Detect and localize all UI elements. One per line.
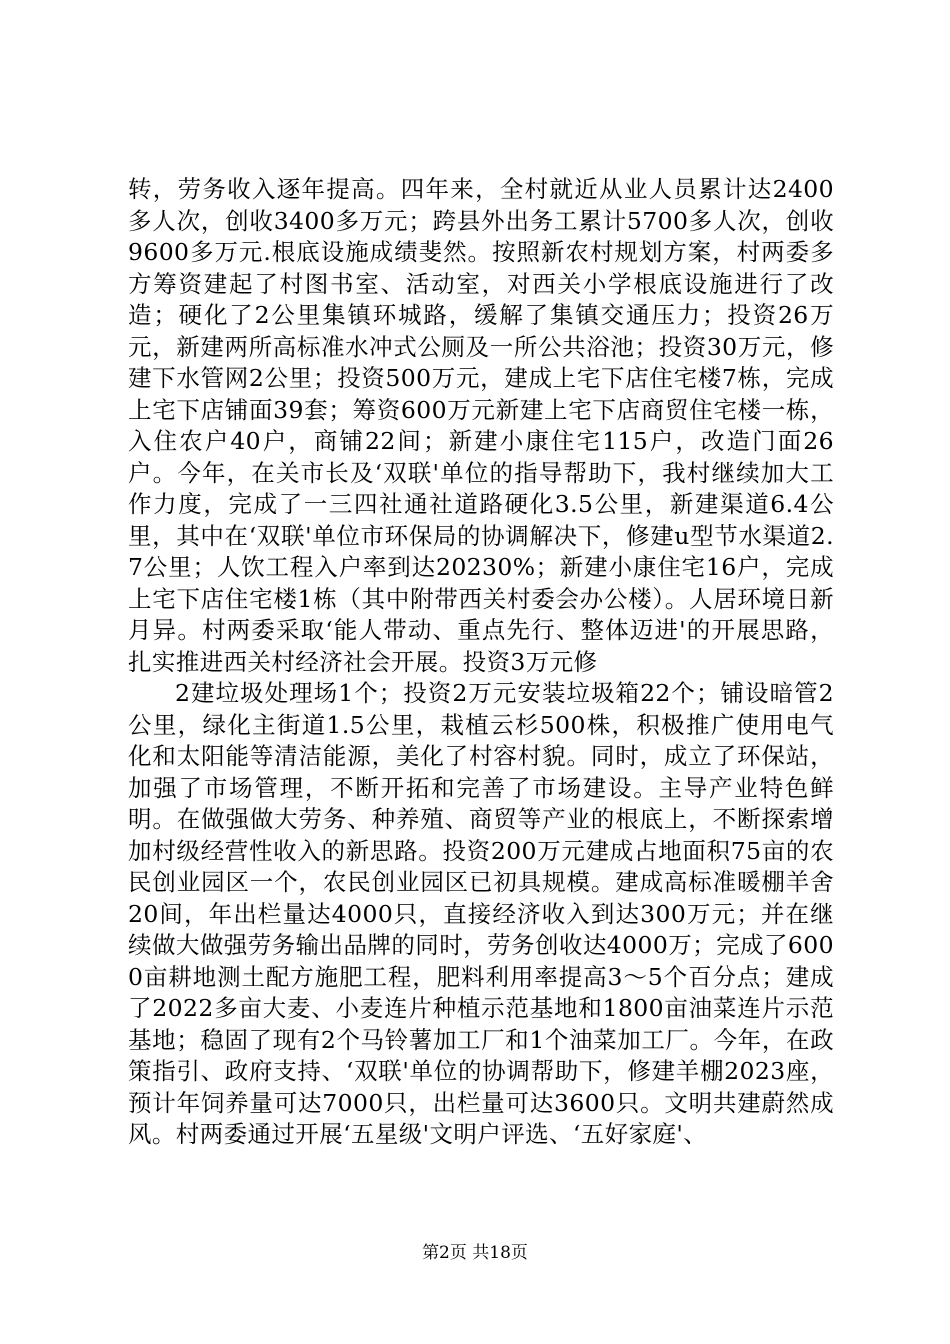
page-footer: 第2页 共18页: [422, 1243, 528, 1263]
document-body: [128, 174, 834, 1151]
paragraph-1: 转，劳务收入逐年提高。四年来，全村就近从业人员累计达2400多人次，创收3400多万元；跨县外出务工累计5700多人次，创收9600多万元.根底设施成绩斐然。按照新农村规划方案，村两委多方筹资建起了村图书室、活动室，对西关小学根底设施进行了改造；硬化了2公里集镇环城路，缓解了集镇交通压力；投资26万元，新建两所高标准水冲式公厕及一所公共浴池；投资30万元，修建下水管网2公里；投资500万元，建成上宅下店住宅楼7栋，完成上宅下店铺面39套；筹资600万元新建上宅下店商贸住宅楼一栋，入住农户40户，商铺22间；新建小康住宅115户，改造门面26户。今年，在关市长及‘双联'单位的指导帮助下，我村继续加大工作力度，完成了一三四社通社道路硬化3.5公里，新建渠道6.4公里，其中在‘双联'单位市环保局的协调解决下，修建u型节水渠道2.7公里；人饮工程入户率到达20230%；新建小康住宅16户，完成上宅下店住宅楼1栋（其中附带西关村委会办公楼）。人居环境日新月异。村两委采取‘能人带动、重点先行、整体迈进'的开展思路，扎实推进西关村经济社会开展。投资3万元修: [128, 175, 834, 676]
paragraph-2: 2建垃圾处理场1个；投资2万元安装垃圾箱22个；铺设暗管2公里，绿化主街道1.5公里，栽植云杉500株，积极推广使用电气化和太阳能等清洁能源，美化了村容村貌。同时，成立了环保站，加强了市场管理，不断开拓和完善了市场建设。主导产业特色鲜明。在做强做大劳务、种养殖、商贸等产业的根底上，不断探索增加村级经营性收入的新思路。投资200万元建成占地面积75亩的农民创业园区一个，农民创业园区已初具规模。建成高标准暖棚羊舍20间，年出栏量达4000只，直接经济收入到达300万元；并在继续做大做强劳务输出品牌的同时，劳务创收达4000万；完成了6000亩耕地测土配方施肥工程，肥料利用率提高3～5个百分点；建成了2022多亩大麦、小麦连片种植示范基地和1800亩油菜连片示范基地；稳固了现有2个马铃薯加工厂和1个油菜加工厂。今年，在政策指引、政府支持、‘双联'单位的协调帮助下，修建羊棚2023座，预计年饲养量可达7000只，出栏量可达3600只。文明共建蔚然成风。村两委通过开展‘五星级'文明户评选、‘五好家庭'、: [128, 679, 834, 1148]
